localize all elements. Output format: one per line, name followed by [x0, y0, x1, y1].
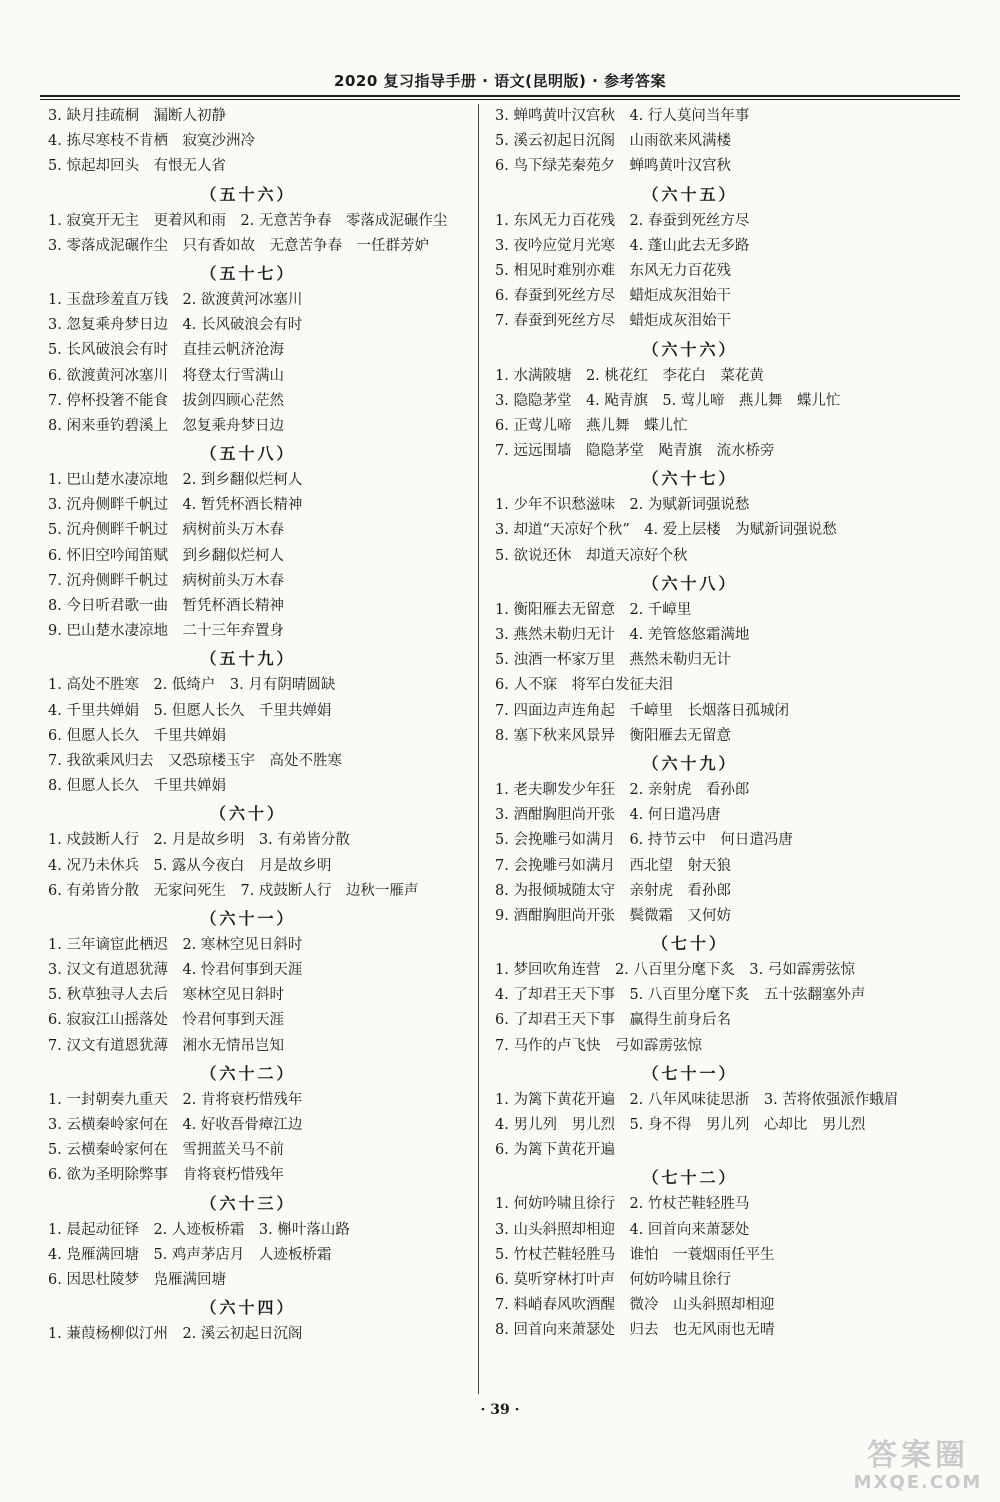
answer-line: 8. 回首向来萧瑟处 归去 也无风雨也无晴 — [495, 1322, 775, 1339]
answer-line: 1. 三年谪宦此栖迟 2. 寒林空见日斜时 — [48, 936, 303, 953]
answer-line: 6. 春蚕到死丝方尽 蜡炬成灰泪始干 — [495, 288, 731, 305]
answer-line: 1. 一封朝奏九重天 2. 肯将衰朽惜残年 — [48, 1091, 303, 1108]
answer-line: 7. 停杯投箸不能食 拔剑四顾心茫然 — [48, 392, 284, 409]
answer-line: 6. 怀旧空吟闻笛赋 到乡翻似烂柯人 — [48, 547, 284, 564]
answer-line: 6. 有弟皆分散 无家问死生 7. 戍鼓断人行 边秋一雁声 — [48, 882, 419, 899]
answer-line: 1. 老夫聊发少年狂 2. 亲射虎 看孙郎 — [495, 781, 750, 798]
answer-line: 3. 夜吟应觉月光寒 4. 蓬山此去无多路 — [495, 237, 750, 254]
answer-line: 5. 云横秦岭家何在 雪拥蓝关马不前 — [48, 1142, 284, 1159]
section-title: （五十九） — [200, 649, 296, 669]
answer-line: 3. 酒酣胸胆尚开张 4. 何日遣冯唐 — [495, 807, 721, 824]
header-rule — [40, 95, 960, 100]
section-title: （六十八） — [642, 573, 738, 593]
answer-line: 8. 今日听君歌一曲 暂凭杯酒长精神 — [48, 598, 284, 614]
answer-line: 5. 会挽雕弓如满月 6. 持节云中 何日遣冯唐 — [495, 832, 793, 849]
answer-line: 1. 蒹葭杨柳似汀州 2. 溪云初起日沉阁 — [48, 1326, 303, 1343]
answer-line: 5. 竹杖芒鞋轻胜马 谁怕 一蓑烟雨任平生 — [495, 1246, 775, 1263]
answer-line: 6. 但愿人长久 千里共婵娟 — [48, 727, 226, 744]
answer-line: 6. 人不寐 将军白发征夫泪 — [495, 677, 673, 694]
answer-line: 5. 长风破浪会有时 直挂云帆济沧海 — [48, 342, 284, 359]
left-column — [48, 104, 478, 1347]
answer-line: 5. 溪云初起日沉阁 山雨欲来风满楼 — [495, 133, 731, 150]
answer-line: 6. 欲渡黄河冰塞川 将登太行雪满山 — [48, 367, 284, 384]
answer-line: 4. 凫雁满回塘 5. 鸡声茅店月 人迹板桥霜 — [48, 1246, 332, 1263]
answer-line: 5. 相见时难别亦难 东风无力百花残 — [495, 262, 731, 279]
section-title: （六十四） — [200, 1298, 296, 1318]
answer-line: 3. 燕然未勒归无计 4. 羌管悠悠霜满地 — [495, 627, 750, 643]
answer-line: 3. 云横秦岭家何在 4. 好收吾骨瘴江边 — [48, 1117, 303, 1133]
answer-line: 7. 我欲乘风归去 又恐琼楼玉宇 高处不胜寒 — [48, 752, 342, 769]
answer-line: 1. 戍鼓断人行 2. 月是故乡明 3. 有弟皆分散 — [48, 832, 350, 849]
section-title: （五十七） — [200, 263, 296, 283]
page-number: · 39 · — [480, 1402, 520, 1418]
right-column — [495, 104, 925, 1344]
answer-line: 1. 何妨吟啸且徐行 2. 竹杖芒鞋轻胜马 — [495, 1196, 750, 1213]
answer-line: 7. 会挽雕弓如满月 西北望 射天狼 — [495, 857, 731, 874]
answer-line: 4. 况乃未休兵 5. 露从今夜白 月是故乡明 — [48, 857, 332, 874]
answer-line: 7. 马作的卢飞快 弓如霹雳弦惊 — [495, 1037, 702, 1054]
answer-line: 3. 零落成泥碾作尘 只有香如故 无意苦争春 一任群芳妒 — [48, 237, 429, 254]
watermark-logo — [848, 1436, 988, 1496]
answer-line: 6. 正莺儿啼 燕儿舞 蝶儿忙 — [495, 417, 688, 434]
answer-line: 6. 欲为圣明除弊事 肯将衰朽惜残年 — [48, 1167, 284, 1184]
answer-line: 7. 四面边声连角起 千嶂里 长烟落日孤城闭 — [495, 702, 789, 719]
section-title: （五十六） — [200, 184, 296, 204]
section-title: （七十二） — [642, 1168, 738, 1188]
watermark-text: 答案圈 — [867, 1438, 969, 1473]
answer-line: 1. 高处不胜寒 2. 低绮户 3. 月有阴晴圆缺 — [48, 677, 336, 694]
answer-line: 6. 寂寂江山摇落处 怜君何事到天涯 — [48, 1012, 284, 1029]
answer-line: 5. 沉舟侧畔千帆过 病树前头万木春 — [48, 522, 284, 539]
answer-line: 5. 惊起却回头 有恨无人省 — [48, 158, 226, 175]
answer-line: 1. 寂寞开无主 更着风和雨 2. 无意苦争春 零落成泥碾作尘 — [48, 212, 448, 229]
watermark-url: MXQE.COM — [853, 1472, 983, 1493]
answer-line: 1. 巴山楚水凄凉地 2. 到乡翻似烂柯人 — [48, 472, 303, 489]
section-title: （六十六） — [642, 339, 738, 359]
section-title: （五十八） — [200, 444, 296, 464]
section-title: （六十七） — [642, 469, 738, 489]
answer-line: 9. 巴山楚水凄凉地 二十三年弃置身 — [48, 623, 284, 640]
answer-line: 7. 远远围墙 隐隐茅堂 飐青旗 流水桥旁 — [495, 443, 775, 460]
answer-line: 3. 忽复乘舟梦日边 4. 长风破浪会有时 — [48, 317, 303, 334]
section-title: （七十） — [651, 934, 728, 954]
page-header: 2020 复习指导手册 · 语文(昆明版) · 参考答案 — [334, 72, 666, 90]
section-title: （六十九） — [642, 753, 738, 773]
answer-line: 6. 了却君王天下事 赢得生前身后名 — [495, 1012, 731, 1029]
answer-line: 1. 水满陂塘 2. 桃花红 李花白 菜花黄 — [495, 367, 764, 384]
answer-line: 8. 塞下秋来风景异 衡阳雁去无留意 — [495, 727, 731, 744]
answer-line: 8. 闲来垂钓碧溪上 忽复乘舟梦日边 — [48, 417, 284, 434]
answer-line: 7. 春蚕到死丝方尽 蜡炬成灰泪始干 — [495, 313, 731, 330]
answer-line: 6. 莫听穿林打叶声 何妨吟啸且徐行 — [495, 1271, 731, 1288]
section-title: （六十二） — [200, 1063, 296, 1083]
answer-line: 3. 汉文有道恩犹薄 4. 怜君何事到天涯 — [48, 962, 303, 979]
answer-line: 4. 男儿列 男儿烈 5. 身不得 男儿列 心却比 男儿烈 — [495, 1117, 866, 1133]
answer-line: 8. 为报倾城随太守 亲射虎 看孙郎 — [495, 882, 731, 899]
answer-line: 4. 千里共婵娟 5. 但愿人长久 千里共婵娟 — [48, 702, 332, 719]
answer-line: 6. 因思杜陵梦 凫雁满回塘 — [48, 1271, 226, 1288]
answer-line: 6. 为篱下黄花开遍 — [495, 1142, 615, 1159]
answer-line: 3. 隐隐茅堂 4. 飐青旗 5. 莺儿啼 燕儿舞 蝶儿忙 — [495, 392, 841, 409]
answer-line: 3. 山头斜照却相迎 4. 回首向来萧瑟处 — [495, 1221, 750, 1238]
answer-line: 5. 秋草独寻人去后 寒林空见日斜时 — [48, 987, 284, 1004]
answer-line: 8. 但愿人长久 千里共婵娟 — [48, 778, 226, 795]
answer-line: 1. 衡阳雁去无留意 2. 千嶂里 — [495, 601, 692, 618]
section-title: （六十） — [209, 804, 286, 824]
answer-line: 6. 鸟下绿芜秦苑夕 蝉鸣黄叶汉宫秋 — [495, 158, 731, 175]
answer-line: 3. 蝉鸣黄叶汉宫秋 4. 行人莫问当年事 — [495, 108, 750, 124]
column-divider — [478, 104, 479, 1394]
section-title: （七十一） — [642, 1063, 738, 1083]
answer-line: 3. 却道“天凉好个秋” 4. 爱上层楼 为赋新词强说愁 — [495, 522, 837, 539]
answer-line: 5. 欲说还休 却道天凉好个秋 — [495, 547, 688, 564]
answer-line: 7. 料峭春风吹酒醒 微冷 山头斜照却相迎 — [495, 1297, 775, 1314]
answer-line: 1. 少年不识愁滋味 2. 为赋新词强说愁 — [495, 497, 750, 514]
answer-line: 4. 了却君王天下事 5. 八百里分麾下炙 五十弦翻塞外声 — [495, 987, 866, 1004]
section-title: （六十五） — [642, 184, 738, 204]
answer-line: 1. 梦回吹角连营 2. 八百里分麾下炙 3. 弓如霹雳弦惊 — [495, 962, 855, 979]
answer-line: 1. 玉盘珍羞直万钱 2. 欲渡黄河冰塞川 — [48, 291, 303, 308]
answer-line: 9. 酒酣胸胆尚开张 鬓微霜 又何妨 — [495, 907, 731, 924]
answer-line: 1. 东风无力百花残 2. 春蚕到死丝方尽 — [495, 212, 750, 229]
answer-line: 7. 沉舟侧畔千帆过 病树前头万木春 — [48, 572, 284, 589]
answer-line: 1. 为篱下黄花开遍 2. 八年风味徒思浙 3. 苦将侬强派作蛾眉 — [495, 1091, 899, 1108]
answer-line: 3. 沉舟侧畔千帆过 4. 暂凭杯酒长精神 — [48, 497, 303, 514]
answer-line: 4. 拣尽寒枝不肯栖 寂寞沙洲冷 — [48, 133, 255, 150]
answer-line: 3. 缺月挂疏桐 漏断人初静 — [48, 108, 226, 124]
answer-line: 5. 浊酒一杯家万里 燕然未勒归无计 — [495, 652, 731, 669]
answer-line: 7. 汉文有道恩犹薄 湘水无情吊岂知 — [48, 1037, 284, 1054]
section-title: （六十一） — [200, 908, 296, 928]
section-title: （六十三） — [200, 1193, 296, 1213]
answer-line: 1. 晨起动征铎 2. 人迹板桥霜 3. 槲叶落山路 — [48, 1221, 350, 1238]
